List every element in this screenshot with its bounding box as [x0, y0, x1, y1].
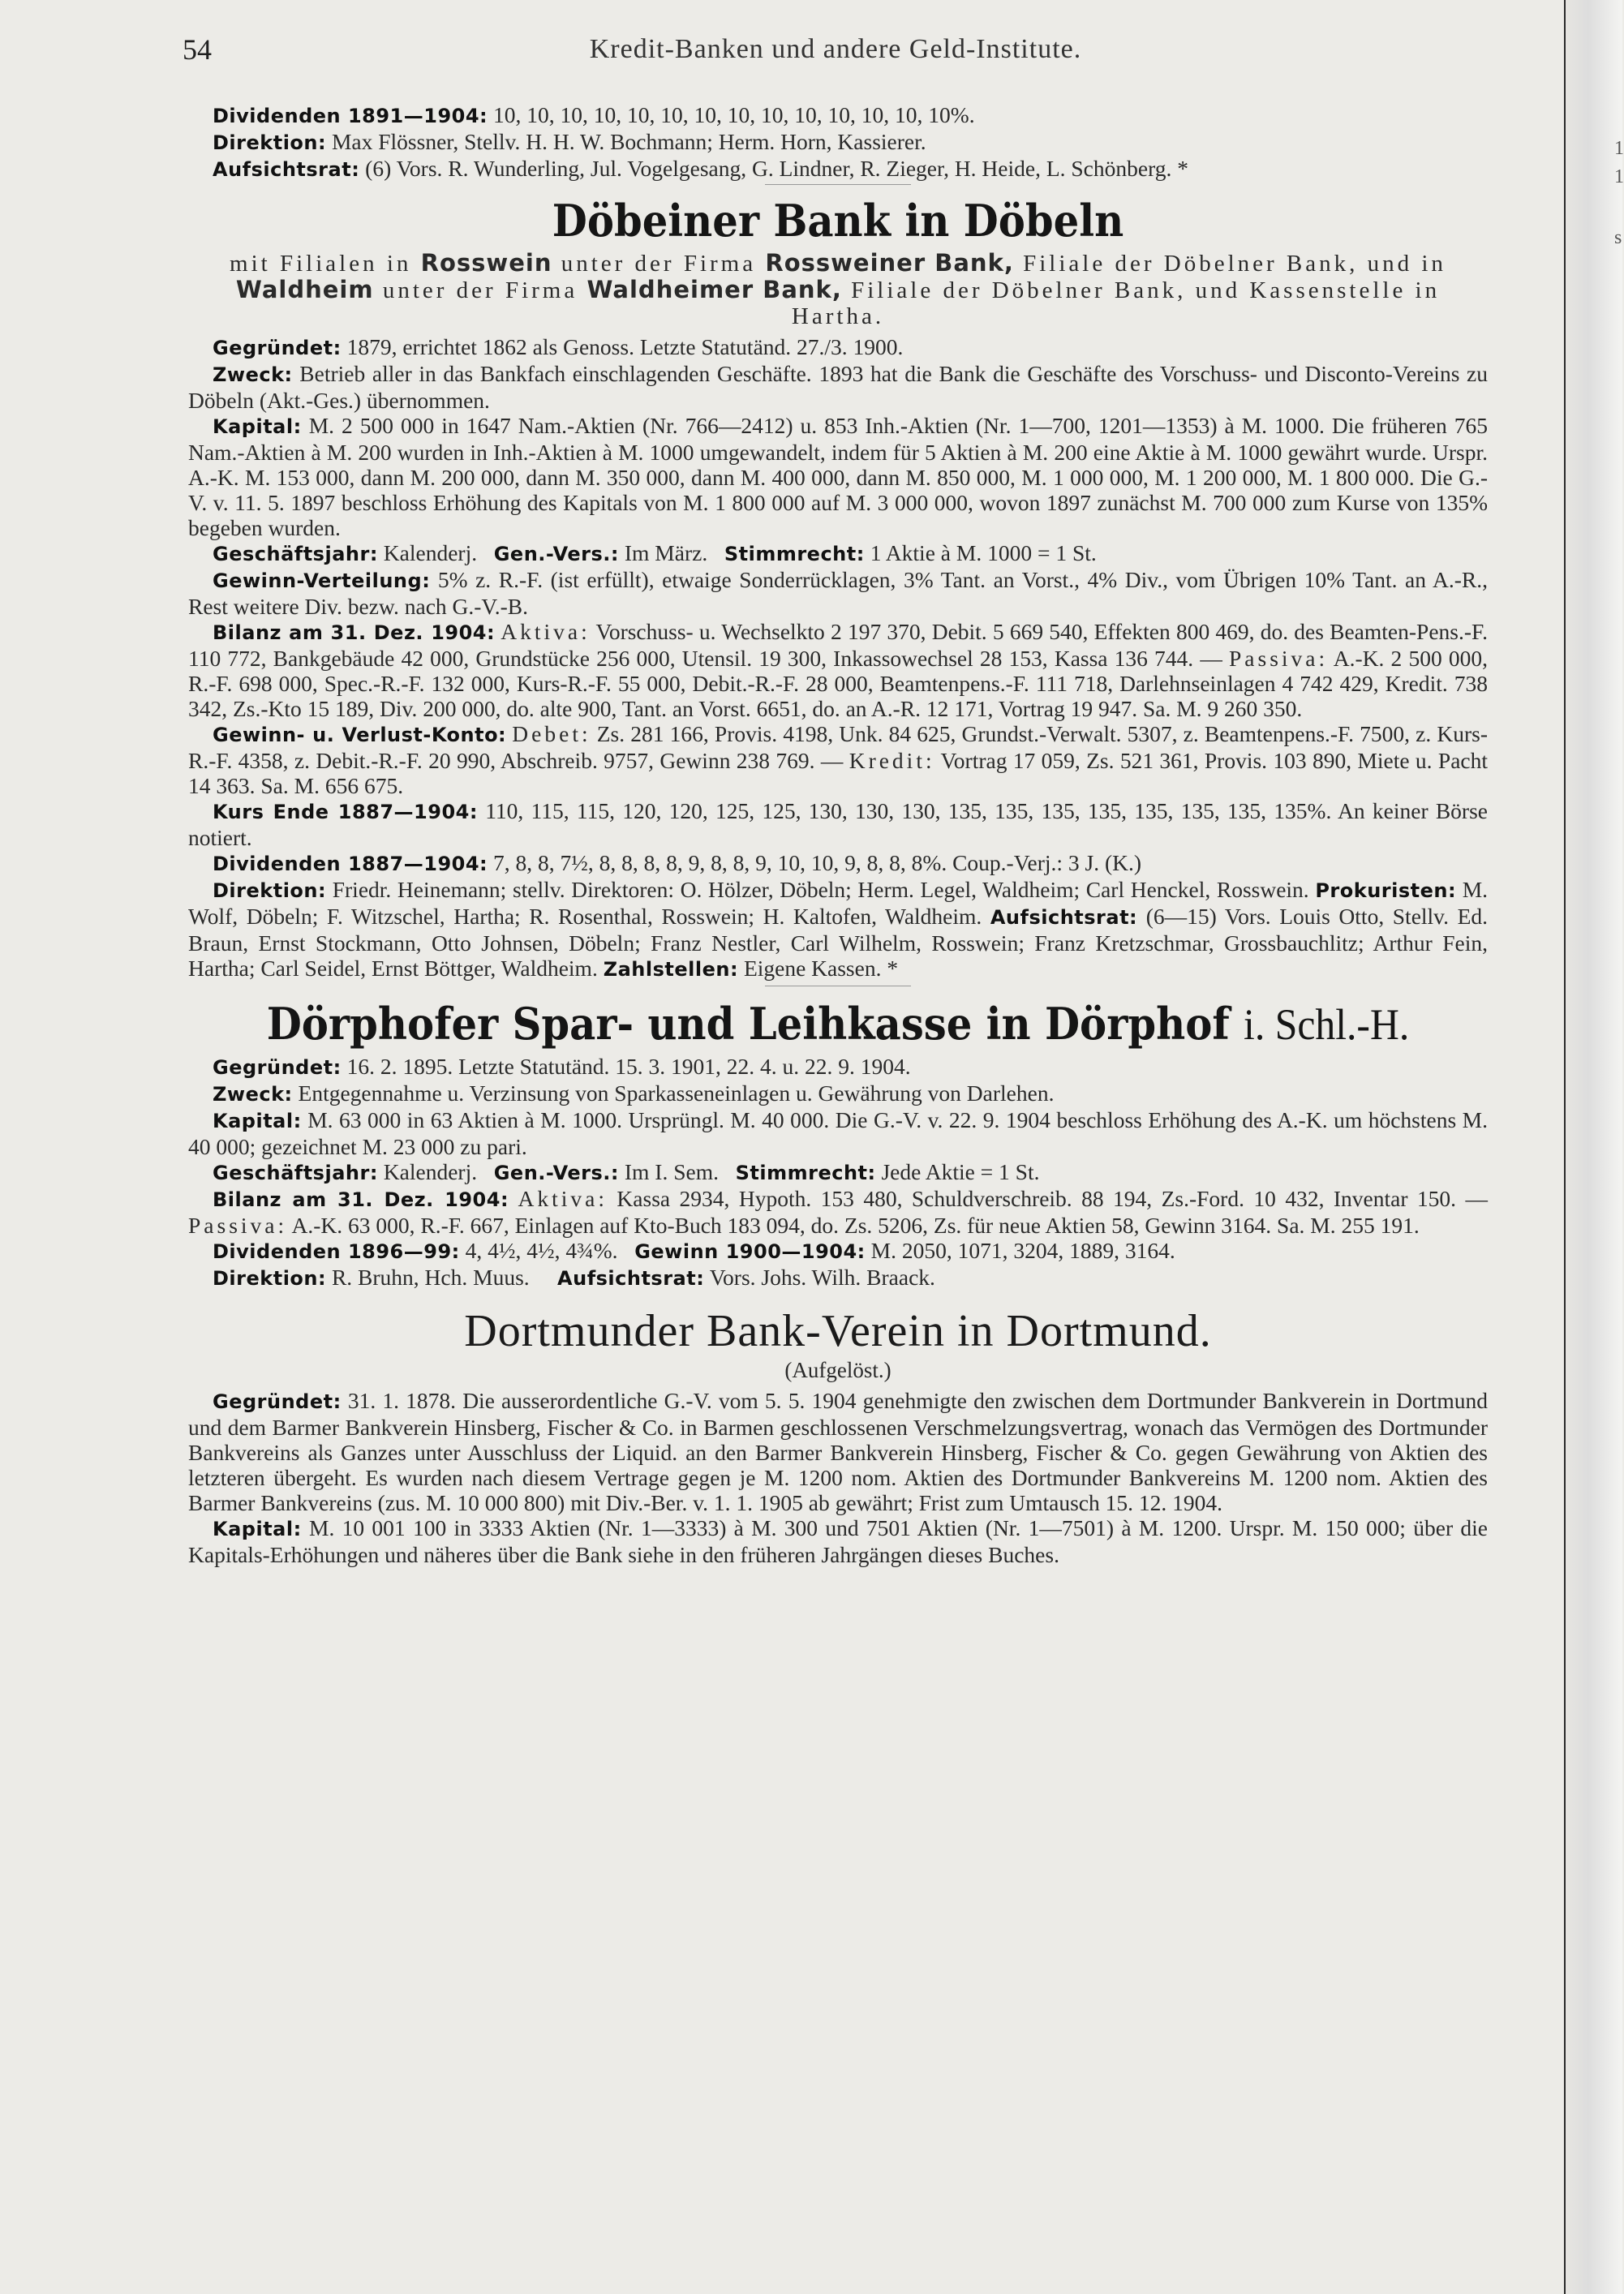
- value: Kalenderj.: [383, 540, 478, 565]
- doebeln-bilanz: [188, 619, 1488, 721]
- sublabel: Aktiva:: [518, 1186, 608, 1211]
- value: Friedr. Heinemann; stellv. Direktoren: O. Hölzer, Döbeln; Herm. Legel, Waldheim; Carl Henckel, Rosswein.: [332, 877, 1309, 902]
- doebeln-geschaeftsjahr: [188, 540, 1488, 567]
- doerphof-bilanz: [188, 1186, 1488, 1238]
- label: Bilanz am 31. Dez. 1904:: [213, 621, 496, 644]
- label: Geschäftsjahr:: [213, 543, 378, 565]
- value: Betrieb aller in das Bankfach einschlagenden Geschäfte. 1893 hat die Bank die Geschäfte des Vorschuss- und Disconto-Vereins zu Döbeln (Akt.-Ges.) übernommen.: [188, 361, 1489, 413]
- value: Jede Aktie = 1 St.: [881, 1159, 1040, 1184]
- value: Max Flössner, Stellv. H. H. W. Bochmann; Herm. Horn, Kassierer.: [331, 129, 926, 154]
- doerphof-gegruendet: [188, 1054, 1488, 1080]
- doebeln-dividenden: [188, 850, 1488, 877]
- label: Bilanz am 31. Dez. 1904:: [213, 1188, 509, 1211]
- prev-direktion: [188, 129, 1488, 156]
- dortmund-gegruendet: [188, 1388, 1488, 1515]
- label: Kapital:: [213, 415, 302, 438]
- label: Dividenden 1891—1904:: [213, 105, 488, 127]
- value: (6—15) Vors. Louis Otto, Stellv. Ed. Braun, Ernst Stockmann, Otto Johnsen, Döbeln; Franz Nestler, Carl Wilhelm, Rosswein; Franz Kretzschmar, Grossbauchlitz; Arthur Fein, Hartha; Carl Seidel, Ernst Böttger, Waldheim.: [188, 904, 1489, 981]
- label: Stimmrecht:: [724, 543, 865, 565]
- label: Dividenden 1887—1904:: [213, 853, 488, 875]
- intro-place: Rosswein: [420, 249, 552, 277]
- title-suffix: i. Schl.-H.: [1244, 1000, 1410, 1049]
- doebeln-gegruendet: [188, 334, 1488, 361]
- label: Direktion:: [213, 1267, 327, 1290]
- doerphof-title: [240, 998, 1436, 1050]
- value: 4, 4½, 4½, 4¾%.: [465, 1238, 618, 1263]
- intro-text: mit Filialen in: [230, 251, 412, 277]
- value: (6) Vors. R. Wunderling, Jul. Vogelgesang, G. Lindner, R. Zieger, H. Heide, L. Schönberg. *: [365, 156, 1188, 181]
- label: Dividenden 1896—99:: [213, 1240, 460, 1263]
- label: Zweck:: [213, 1083, 293, 1106]
- label: Aufsichtsrat:: [557, 1267, 705, 1290]
- value: 1879, errichtet 1862 als Genoss. Letzte Statutänd. 27./3. 1900.: [346, 334, 904, 359]
- dortmund-title: Dortmunder Bank-Verein in Dortmund.: [464, 1306, 1212, 1356]
- intro-text: Filiale der Döbelner Bank, und Kassenstelle in Hartha.: [791, 277, 1441, 329]
- sublabel: Passiva:: [188, 1213, 288, 1238]
- value: M. Wolf, Döbeln; F. Witzschel, Hartha; R. Rosenthal, Rosswein; H. Kaltofen, Waldheim.: [188, 877, 1489, 929]
- doebeln-kapital: [188, 413, 1488, 540]
- value: 31. 1. 1878. Die ausserordentliche G.-V. vom 5. 5. 1904 genehmigte den zwischen dem Dortmunder Bankverein in Dortmund und dem Barmer Bankverein Hinsberg, Fischer & Co. in Barmen geschlossenen Verschmelzungsvertrag, wonach das Vermögen des Dortmunder Bankvereins als Ganzes unter Ausschluss der Liquid. an den Barmer Bankverein Hinsberg, Fischer & Co. gegen Gewährung von Aktien des letzteren übergeht. Es wurden nach diesem Vertrage gegen je M. 1200 nom. Aktien des Dortmunder Bankvereins M. 1200 nom. Aktien des Barmer Bankvereins (zus. M. 10 000 800) mit Div.-Ber. v. 1. 1. 1905 ab gewährt; Frist zum Umtausch 15. 12. 1904.: [188, 1388, 1488, 1515]
- label: Kapital:: [213, 1110, 302, 1132]
- intro-text: unter der Firma: [382, 277, 578, 303]
- facing-page-fragment: 1: [1614, 166, 1624, 187]
- dortmund-subnote: (Aufgelöst.): [784, 1358, 891, 1382]
- sublabel: Passiva:: [1229, 646, 1329, 671]
- label: Kapital:: [213, 1518, 302, 1540]
- page-body: [188, 102, 1488, 1567]
- doebeln-kurs: [188, 798, 1488, 850]
- label: Gen.-Vers.:: [493, 1162, 619, 1184]
- label: Zahlstellen:: [603, 958, 739, 981]
- label: Gegründet:: [213, 1390, 342, 1413]
- value: A.-K. 63 000, R.-F. 667, Einlagen auf Kto-Buch 183 094, do. Zs. 5206, Zs. für neue Aktien 58, Gewinn 3164. Sa. M. 255 191.: [291, 1213, 1420, 1238]
- value: A.-K. 2 500 000, R.-F. 698 000, Spec.-R.-F. 132 000, Kurs-R.-F. 55 000, Debit.-R.-F. 28 000, Beamtenpens.-F. 111 718, Darlehnseinlagen 4 742 429, Kredit. 738 342, Zs.-Kto 15 189, Div. 200 000, do. alte 900, Tant. an Vorst. 6651, do. an A.-R. 12 171, Vortrag 19 947. Sa. M. 9 260 350.: [188, 646, 1488, 721]
- value: Im I. Sem.: [624, 1159, 719, 1184]
- value: 10, 10, 10, 10, 10, 10, 10, 10, 10, 10, 10, 10, 10, 10%.: [493, 102, 975, 127]
- prev-aufsichtsrat: [188, 156, 1488, 183]
- doebeln-guv: [188, 721, 1488, 798]
- doebeln-zweck: [188, 361, 1488, 413]
- label: Zweck:: [213, 363, 293, 386]
- doebeln-direktion: [188, 877, 1488, 982]
- intro-firm: Rossweiner Bank,: [765, 249, 1014, 277]
- value: 110, 115, 115, 120, 120, 125, 125, 130, 130, 130, 135, 135, 135, 135, 135, 135, 135, 135%. An keiner Börse notiert.: [188, 798, 1489, 850]
- doebeln-intro: [188, 250, 1488, 329]
- label: Gegründet:: [213, 337, 342, 359]
- dortmund-kapital: [188, 1515, 1488, 1567]
- label: Prokuristen:: [1315, 879, 1457, 902]
- label: Gewinn 1900—1904:: [634, 1240, 866, 1263]
- doebeln-title: Döbeiner Bank in Döbeln: [552, 195, 1124, 247]
- title-main: Dörphofer Spar- und Leihkasse in Dörphof: [266, 998, 1230, 1050]
- value: 1 Aktie à M. 1000 = 1 St.: [870, 540, 1097, 565]
- value: R. Bruhn, Hch. Muus.: [331, 1265, 530, 1290]
- value: Vortrag 17 059, Zs. 521 361, Provis. 103 890, Miete u. Pacht 14 363. Sa. M. 656 675.: [188, 748, 1488, 798]
- value: Vorschuss- u. Wechselkto 2 197 370, Debit. 5 669 540, Effekten 800 469, do. des Beamten-Pens.-F. 110 772, Bankgebäude 42 000, Grundstücke 256 000, Utensil. 19 300, Inkassowechsel 28 153, Kassa 136 744. —: [188, 619, 1488, 671]
- sublabel: Aktiva:: [501, 619, 591, 644]
- label: Gewinn- u. Verlust-Konto:: [213, 724, 507, 746]
- facing-page-fragment: s: [1614, 227, 1622, 248]
- sublabel: Kredit:: [849, 748, 935, 773]
- label: Aufsichtsrat:: [213, 158, 360, 181]
- page-number: 54: [183, 33, 212, 66]
- prev-dividenden: [188, 102, 1488, 129]
- value: Zs. 281 166, Provis. 4198, Unk. 84 625, Grundst.-Verwalt. 5307, z. Beamtenpens.-F. 7500, z. Kurs-R.-F. 4358, z. Debit.-R.-F. 20 990, Abschreib. 9757, Gewinn 238 769. —: [188, 721, 1489, 773]
- intro-place: Waldheim: [235, 276, 374, 303]
- value: Im März.: [624, 540, 708, 565]
- label: Direktion:: [213, 879, 327, 902]
- value: Vors. Johs. Wilh. Braack.: [709, 1265, 935, 1290]
- value: Entgegennahme u. Verzinsung von Sparkasseneinlagen u. Gewährung von Darlehen.: [298, 1080, 1055, 1106]
- value: Eigene Kassen. *: [743, 956, 899, 981]
- label: Gen.-Vers.:: [493, 543, 619, 565]
- label: Aufsichtsrat:: [990, 906, 1138, 929]
- label: Direktion:: [213, 131, 327, 154]
- intro-text: unter der Firma: [561, 251, 757, 277]
- facing-page-fragment: 1: [1614, 138, 1624, 159]
- doerphof-geschaeftsjahr: [188, 1159, 1488, 1186]
- facing-page-edge: [1566, 0, 1622, 2294]
- doerphof-direktion: [188, 1265, 1488, 1291]
- value: 7, 8, 8, 7½, 8, 8, 8, 8, 9, 8, 8, 9, 10, 10, 9, 8, 8, 8%. Coup.-Verj.: 3 J. (K.): [493, 850, 1142, 875]
- doerphof-kapital: [188, 1107, 1488, 1159]
- doerphof-dividenden: [188, 1238, 1488, 1265]
- label: Gewinn-Verteilung:: [213, 569, 431, 592]
- value: Kalenderj.: [383, 1159, 478, 1184]
- label: Kurs Ende 1887—1904:: [213, 801, 478, 823]
- value: Kassa 2934, Hypoth. 153 480, Schuldverschreib. 88 194, Zs.-Ford. 10 432, Inventar 150. —: [617, 1186, 1488, 1211]
- label: Gegründet:: [213, 1056, 342, 1079]
- intro-firm: Waldheimer Bank,: [586, 276, 842, 303]
- doerphof-zweck: [188, 1080, 1488, 1107]
- value: 5% z. R.-F. (ist erfüllt), etwaige Sonderrücklagen, 3% Tant. an Vorst., 4% Div., vom Übrigen 10% Tant. an A.-R., Rest weitere Div. bezw. nach G.-V.-B.: [188, 567, 1489, 619]
- value: M. 63 000 in 63 Aktien à M. 1000. Ursprüngl. M. 40 000. Die G.-V. v. 22. 9. 1904 beschloss Erhöhung des A.-K. um höchstens M. 40 000; gezeichnet M. 23 000 zu pari.: [188, 1107, 1489, 1159]
- value: M. 10 001 100 in 3333 Aktien (Nr. 1—3333) à M. 300 und 7501 Aktien (Nr. 1—7501) à M. 1200. Urspr. M. 150 000; über die Kapitals-Erhöhungen und näheres über die Bank siehe in den früheren Jahrgängen dieses Buches.: [188, 1515, 1488, 1567]
- value: 16. 2. 1895. Letzte Statutänd. 15. 3. 1901, 22. 4. u. 22. 9. 1904.: [346, 1054, 911, 1079]
- intro-text: Filiale der Döbelner Bank, und in: [1023, 251, 1446, 277]
- section-rule: [765, 184, 911, 185]
- sublabel: Debet:: [512, 721, 591, 746]
- label: Stimmrecht:: [735, 1162, 876, 1184]
- label: Geschäftsjahr:: [213, 1162, 378, 1184]
- running-title: Kredit-Banken und andere Geld-Institute.: [589, 34, 1082, 64]
- value: M. 2 500 000 in 1647 Nam.-Aktien (Nr. 766—2412) u. 853 Inh.-Aktien (Nr. 1—700, 1201—1353) à M. 1000. Die früheren 765 Nam.-Aktien à M. 200 wurden in Inh.-Aktien à M. 1000 umgewandelt, indem für 5 Aktien à M. 200 eine Aktie à M. 1000 gewährt wurde. Urspr. A.-K. M. 153 000, dann M. 200 000, dann M. 350 000, dann M. 400 000, dann M. 850 000, M. 1 000 000, M. 1 200 000, M. 1 800 000. Die G.-V. v. 11. 5. 1897 beschloss Erhöhung des Kapitals von M. 1 800 000 auf M. 3 000 000, wovon 1897 zunächst M. 700 000 zum Kurse von 135% begeben wurden.: [188, 413, 1489, 540]
- value: M. 2050, 1071, 3204, 1889, 3164.: [870, 1238, 1175, 1263]
- doebeln-gewinn-verteilung: [188, 567, 1488, 619]
